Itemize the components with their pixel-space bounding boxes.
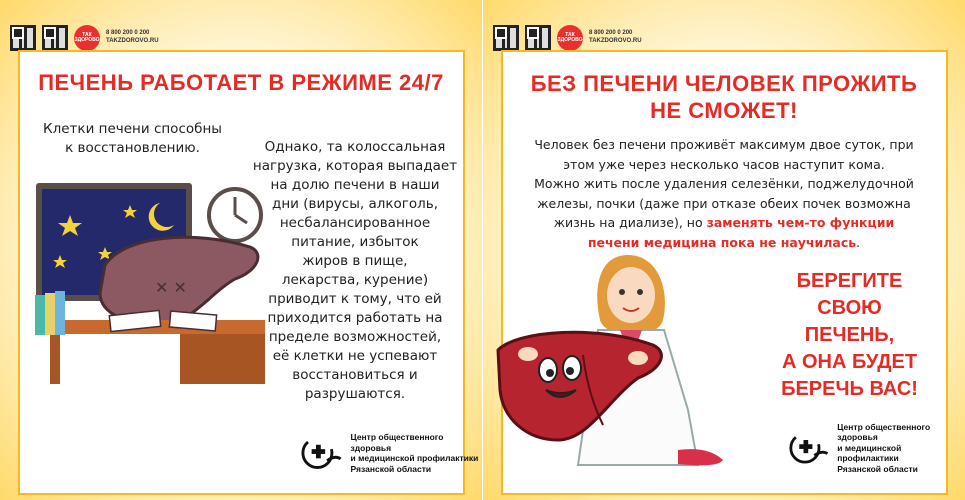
highlight-text: печени медицина пока не научилась bbox=[587, 234, 857, 250]
title-line: БЕЗ ПЕЧЕНИ ЧЕЛОВЕК ПРОЖИТЬ bbox=[530, 71, 918, 96]
body-line: пределе возможностей, bbox=[268, 329, 442, 345]
right-footer bbox=[788, 422, 965, 475]
contact-site[interactable]: TAKZDOROVO.RU bbox=[589, 38, 642, 44]
contact-phone[interactable]: 8 800 200 0 200 bbox=[589, 30, 633, 37]
body-line: этом уже через несколько часов наступит кома. bbox=[563, 156, 885, 172]
svg-text:✕ ✕: ✕ ✕ bbox=[155, 278, 187, 297]
footer-line: Рязанской области bbox=[350, 463, 432, 474]
health-center-logo bbox=[300, 435, 345, 471]
body-line: приходится работать на bbox=[267, 310, 443, 326]
body-line: её клетки не успевают bbox=[272, 348, 438, 364]
footer-line: и медицинской профилактики bbox=[350, 453, 479, 463]
body-line: нагрузка, которая выпадает bbox=[252, 158, 458, 174]
body-line: на долю печени в наши bbox=[270, 177, 440, 193]
left-footer bbox=[300, 432, 482, 474]
footer-line: Центр общественного здоровья bbox=[837, 421, 931, 442]
footer-line: Рязанской области bbox=[837, 463, 918, 474]
footer-text bbox=[837, 422, 965, 475]
vk-qr-icon[interactable] bbox=[525, 25, 551, 51]
clock-icon bbox=[209, 189, 261, 241]
doctor-with-liver-illustration bbox=[488, 250, 768, 480]
health-center-logo bbox=[788, 430, 831, 466]
body-line: Однако, та колоссальная bbox=[264, 139, 446, 155]
body-line: питание, избыток bbox=[291, 234, 419, 250]
contact-info bbox=[589, 30, 642, 46]
body-line: железы, почки (даже при отказе обеих почек возможна bbox=[537, 195, 911, 211]
slogan bbox=[762, 268, 937, 403]
footer-text bbox=[351, 432, 483, 474]
slogan-line: А ОНА БУДЕТ bbox=[781, 351, 918, 373]
body-line: дни (вирусы, алкоголь, bbox=[272, 196, 438, 212]
right-body bbox=[509, 135, 939, 252]
qr-code-icon[interactable] bbox=[493, 25, 519, 51]
left-title: ПЕЧЕНЬ РАБОТАЕТ В РЕЖИМЕ 24/7 bbox=[38, 70, 444, 95]
tired-liver-illustration bbox=[30, 175, 280, 385]
body-line: лекарства, курение) bbox=[281, 272, 429, 288]
left-body bbox=[250, 138, 460, 404]
body-line: жиров в пище, bbox=[302, 253, 408, 269]
slogan-line: БЕРЕГИТЕ СВОЮ bbox=[796, 270, 903, 319]
body-line: приводит к тому, что ей bbox=[268, 291, 442, 307]
footer-line: Центр общественного здоровья bbox=[350, 432, 444, 453]
slogan-line: ПЕЧЕНЬ, bbox=[804, 324, 895, 346]
body-line: жизнь на диализе), но заменять чем-то функции bbox=[553, 215, 895, 230]
body-line: восстановиться и bbox=[292, 367, 418, 383]
footer-line: и медицинской профилактики bbox=[837, 442, 902, 463]
intro-line: к восстановлению. bbox=[65, 140, 200, 156]
contact-phone[interactable]: 8 800 200 0 200 bbox=[106, 30, 150, 37]
slogan-line: БЕРЕЧЬ ВАС! bbox=[781, 378, 918, 400]
intro-line: Клетки печени способны bbox=[43, 121, 222, 137]
qr-code-icon[interactable] bbox=[10, 25, 36, 51]
contact-site[interactable]: TAKZDOROVO.RU bbox=[106, 38, 159, 44]
left-panel bbox=[0, 0, 482, 500]
title-line: НЕ СМОЖЕТ! bbox=[650, 98, 798, 123]
left-intro bbox=[40, 120, 225, 158]
takzdorovo-logo[interactable]: ТАК ЗДОРОВО bbox=[557, 25, 583, 51]
vk-qr-icon[interactable] bbox=[42, 25, 68, 51]
right-panel bbox=[483, 0, 965, 500]
body-line: несбалансированное bbox=[279, 215, 431, 231]
takzdorovo-logo[interactable]: ТАК ЗДОРОВО bbox=[74, 25, 100, 51]
body-line: печени медицина пока не научилась. bbox=[587, 234, 861, 250]
body-line: Можно жить после удаления селезёнки, поджелудочной bbox=[534, 176, 914, 191]
contact-info bbox=[106, 30, 159, 46]
right-title bbox=[483, 70, 965, 124]
highlight-text: заменять чем-то функции bbox=[706, 215, 895, 230]
body-line: разрушаются. bbox=[304, 386, 406, 402]
body-line: Человек без печени проживёт максимум двое суток, при bbox=[534, 137, 914, 152]
